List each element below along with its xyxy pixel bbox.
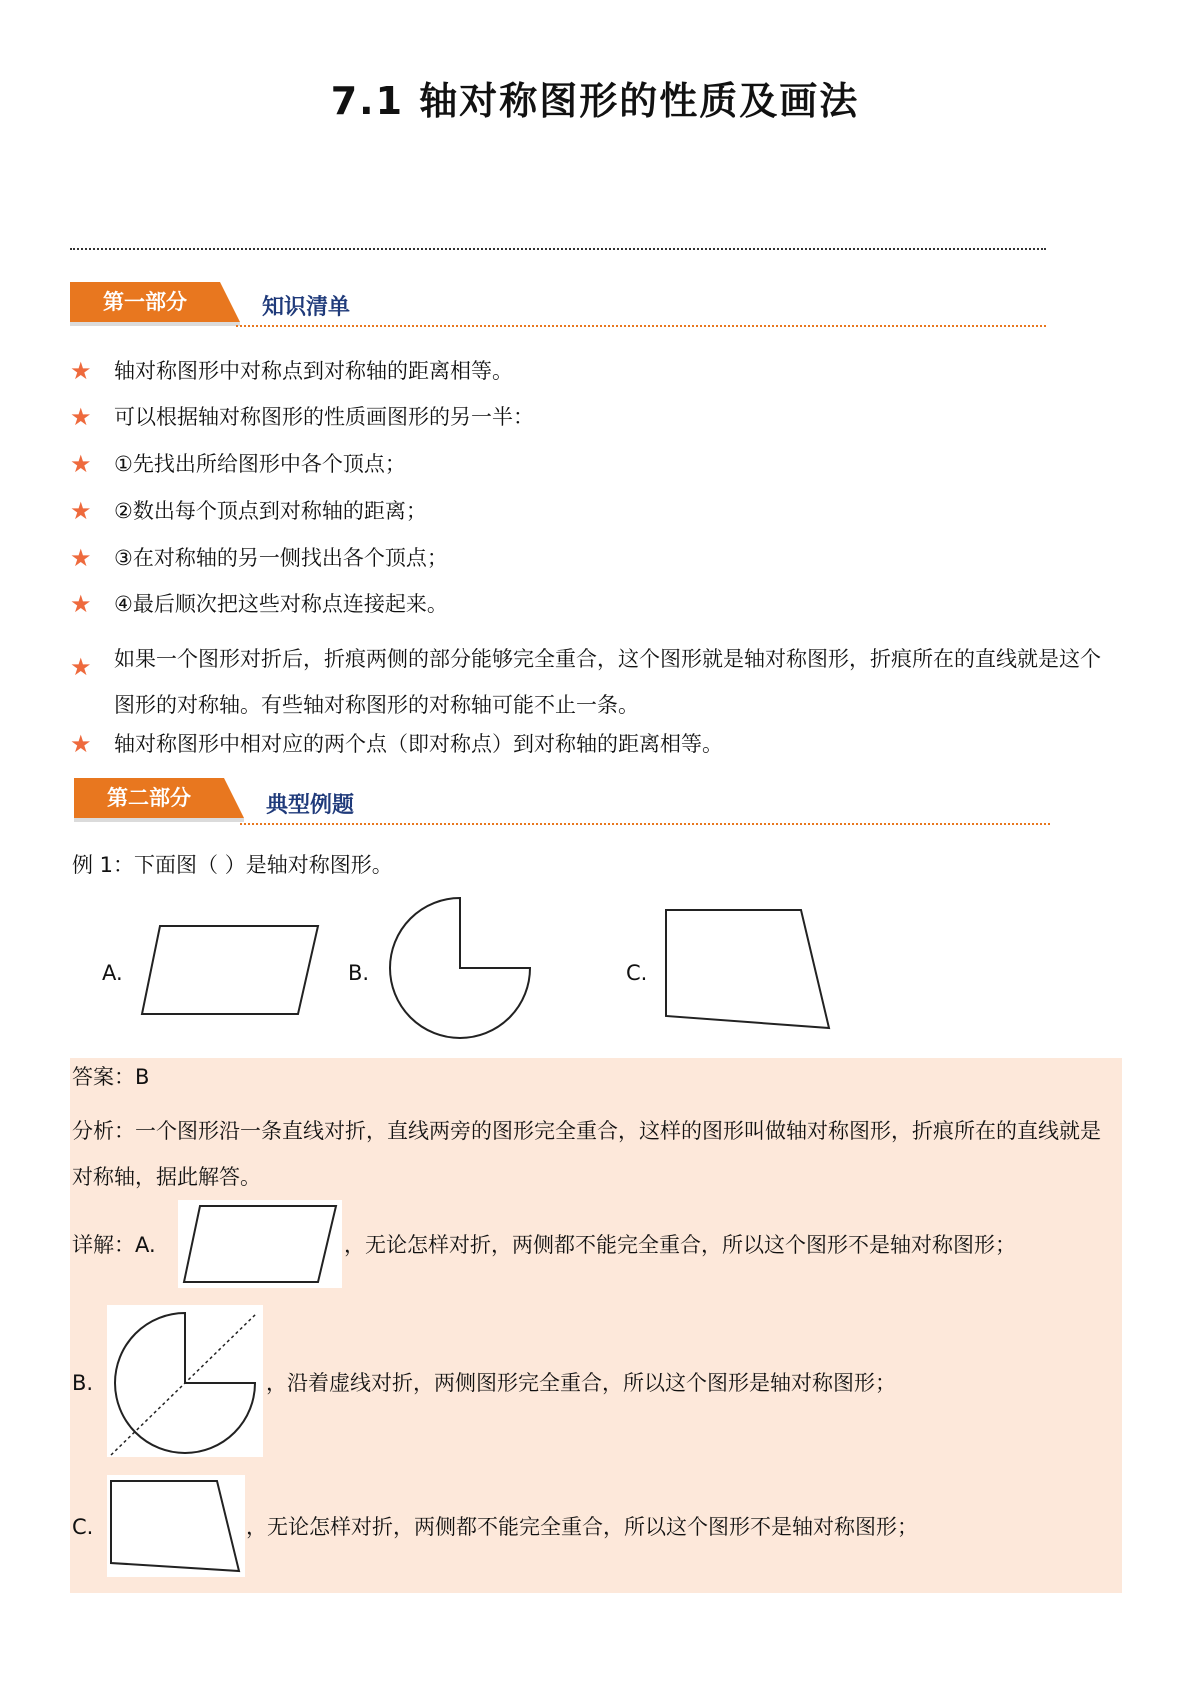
detail-b-text: ，沿着虚线对折，两侧图形完全重合，所以这个图形是轴对称图形； bbox=[266, 1371, 896, 1395]
detail-prefix: 详解：A. bbox=[72, 1233, 156, 1257]
parallelogram-figure bbox=[138, 920, 323, 1020]
bullet-text: ②数出每个顶点到对称轴的距离； bbox=[114, 499, 427, 523]
section1-underline bbox=[236, 325, 1046, 327]
title-divider bbox=[70, 248, 1046, 250]
trapezoid-figure bbox=[107, 1475, 245, 1577]
bullet-text: 可以根据轴对称图形的性质画图形的另一半： bbox=[114, 405, 534, 429]
bullet-text: ③在对称轴的另一侧找出各个顶点； bbox=[114, 546, 448, 570]
bullet-text: 如果一个图形对折后，折痕两侧的部分能够完全重合，这个图形就是轴对称图形，折痕所在的直线就是这个图形的对称轴。有些轴对称图形的对称轴可能不止一条。 bbox=[114, 647, 1101, 717]
detail-a-figure bbox=[178, 1200, 342, 1288]
section1-label: 第一部分 bbox=[103, 290, 187, 314]
star-icon: ★ bbox=[70, 653, 92, 681]
star-icon: ★ bbox=[70, 450, 92, 478]
detail-c-figure bbox=[107, 1475, 245, 1577]
detail-a-text: ，无论怎样对折，两侧都不能完全重合，所以这个图形不是轴对称图形； bbox=[344, 1233, 1016, 1257]
parallelogram-figure bbox=[178, 1200, 342, 1288]
section2-label: 第二部分 bbox=[107, 786, 191, 810]
answer-line: 答案：B bbox=[72, 1065, 150, 1089]
section2-title: 典型例题 bbox=[266, 793, 355, 818]
example1-question: 例 1：下面图（ ）是轴对称图形。 bbox=[72, 853, 393, 877]
bullet-text: 轴对称图形中相对应的两个点（即对称点）到对称轴的距离相等。 bbox=[114, 732, 723, 756]
star-icon: ★ bbox=[70, 357, 92, 385]
star-icon: ★ bbox=[70, 544, 92, 572]
analysis-text: 分析：一个图形沿一条直线对折，直线两旁的图形完全重合，这样的图形叫做轴对称图形，折痕所在的直线就是对称轴，据此解答。 bbox=[72, 1119, 1101, 1189]
bullet-text: 轴对称图形中对称点到对称轴的距离相等。 bbox=[114, 359, 513, 383]
bullet-text: ①先找出所给图形中各个顶点； bbox=[114, 452, 406, 476]
section2-tab bbox=[74, 778, 244, 818]
detail-b-figure bbox=[107, 1305, 263, 1457]
page-title: 7.1 轴对称图形的性质及画法 bbox=[330, 79, 860, 123]
detail-c-label: C. bbox=[72, 1515, 94, 1539]
detail-c-text: ，无论怎样对折，两侧都不能完全重合，所以这个图形不是轴对称图形； bbox=[246, 1515, 918, 1539]
star-icon: ★ bbox=[70, 403, 92, 431]
star-icon: ★ bbox=[70, 497, 92, 525]
option-a-label: A. bbox=[102, 961, 123, 985]
three-quarter-circle-figure bbox=[382, 896, 542, 1046]
detail-b-label: B. bbox=[72, 1371, 94, 1395]
bullet-text: ④最后顺次把这些对称点连接起来。 bbox=[114, 592, 448, 616]
section1-title: 知识清单 bbox=[262, 295, 351, 320]
three-quarter-circle-with-axis-figure bbox=[107, 1305, 263, 1457]
option-c-label: C. bbox=[626, 961, 648, 985]
section1-tab bbox=[70, 282, 240, 322]
star-icon: ★ bbox=[70, 730, 92, 758]
option-b-label: B. bbox=[348, 961, 370, 985]
star-icon: ★ bbox=[70, 590, 92, 618]
trapezoid-figure bbox=[660, 904, 835, 1034]
section2-underline bbox=[240, 823, 1050, 825]
